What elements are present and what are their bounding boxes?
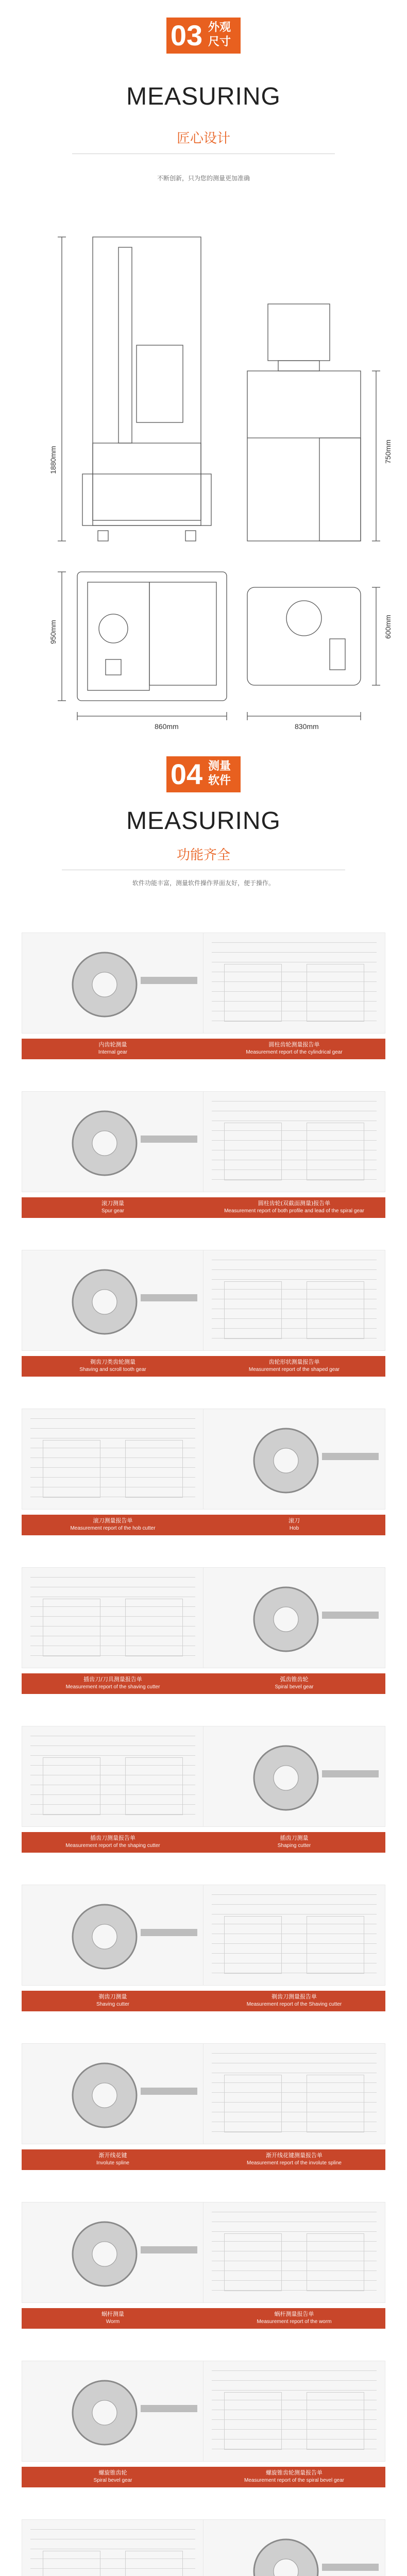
caption-cn: 插齿刀测量报告单 [90, 1835, 135, 1841]
report-chart-box [43, 1599, 100, 1656]
section3-cn-line1: 外观 [208, 21, 231, 34]
gallery-caption [203, 1673, 385, 1694]
report-chart-box [224, 1916, 282, 1974]
report-chart-box [125, 1757, 183, 1815]
caption-cn: 圆柱齿轮测量报告单 [268, 1041, 320, 1048]
caption-cn: 蜗杆测量 [101, 2311, 124, 2317]
report-thumbnail [203, 2043, 385, 2144]
gear-drawing [22, 2361, 204, 2462]
gallery-caption [203, 1832, 385, 1853]
report-chart-box [224, 1281, 282, 1339]
report-chart-box [224, 2233, 282, 2291]
report-line [30, 1745, 195, 1746]
report-line [212, 942, 377, 943]
gallery-caption [22, 1356, 204, 1377]
report-chart-box [125, 1440, 183, 1498]
gallery-caption [203, 2467, 385, 2487]
gallery-caption [22, 1832, 204, 1853]
caption-cn: 弧齿锥齿轮 [280, 1676, 309, 1683]
report-line [212, 1269, 377, 1270]
gallery-caption [203, 1197, 385, 1218]
report-line [212, 1894, 377, 1895]
report-chart-box [43, 1440, 100, 1498]
caption-en: Measurement report of the shaping cutter [65, 1843, 160, 1849]
gear-drawing [22, 1250, 204, 1351]
section4-cn-line1: 测量 [208, 760, 231, 773]
gear-drawing [22, 933, 204, 1033]
caption-en: Shaping cutter [277, 1843, 311, 1849]
report-thumbnail [203, 2202, 385, 2303]
caption-en: Hob [289, 1526, 299, 1531]
report-line [30, 2529, 195, 2530]
caption-cn: 渐开线花键 [98, 2152, 127, 2159]
caption-en: Internal gear [98, 1049, 128, 1055]
dim-height-desk: 750mm [384, 439, 392, 464]
gallery-caption [22, 2467, 204, 2487]
report-chart-box [224, 2392, 282, 2450]
report-line [30, 1755, 195, 1756]
report-chart-box [125, 1599, 183, 1656]
gallery-caption [203, 2308, 385, 2329]
report-line [212, 1904, 377, 1905]
caption-cn: 剃齿刀类齿轮测量 [90, 1359, 135, 1365]
caption-cn: 蜗杆测量报告单 [274, 2311, 314, 2317]
gallery-caption [203, 1039, 385, 1059]
gear-photo [22, 2202, 204, 2303]
gear-photo [22, 2043, 204, 2144]
caption-en: Spur gear [101, 1208, 124, 1214]
caption-en: Measurement report of the involute spline [247, 2160, 342, 2166]
report-thumbnail [22, 1567, 204, 1668]
caption-cn: 圆柱齿轮(双截面测量)报告单 [258, 1200, 331, 1207]
gear-photo [203, 1726, 385, 1827]
caption-cn: 剃齿刀测量 [98, 1993, 127, 2000]
gear-drawing [22, 2044, 204, 2144]
report-chart-box [307, 2233, 364, 2291]
report-line [212, 1279, 377, 1280]
caption-en: Measurement report of the shaving cutter [65, 1684, 160, 1690]
section3-title-cn: 匠心设计 [176, 131, 230, 146]
gallery-caption [22, 1991, 204, 2011]
report-chart-box [43, 2551, 100, 2576]
gear-photo [203, 1409, 385, 1510]
caption-en: Measurement report of both profile and lead of the spiral gear [224, 1208, 364, 1214]
report-line [30, 1428, 195, 1429]
gallery-caption [22, 1039, 204, 1059]
caption-en: Spiral bevel gear [275, 1684, 314, 1690]
section4-title-en: MEASURING [126, 807, 281, 835]
caption-cn: 齿轮形状测量报告单 [268, 1359, 320, 1365]
caption-cn: 滚刀 [289, 1517, 300, 1524]
gear-photo [203, 2519, 385, 2576]
gallery-caption [22, 1515, 204, 1535]
caption-cn: 剃齿刀测量报告单 [272, 1993, 317, 2000]
report-line [212, 952, 377, 953]
report-chart-box [307, 1123, 364, 1180]
caption-en: Measurement report of the spiral bevel gear [244, 2478, 344, 2483]
report-chart-box [125, 2551, 183, 2576]
dimension-drawings [31, 216, 386, 721]
dim-height-total: 1880mm [49, 446, 57, 474]
gear-drawing [22, 2202, 204, 2303]
caption-en: Involute spline [96, 2160, 129, 2166]
dim-width-left: 860mm [155, 722, 179, 731]
gear-photo [22, 1885, 204, 1986]
report-line [30, 1577, 195, 1578]
section4-title-cn: 功能齐全 [176, 848, 230, 863]
gallery-caption [22, 1197, 204, 1218]
caption-cn: 插齿刀测量 [280, 1835, 309, 1841]
report-thumbnail [22, 1409, 204, 1510]
gear-drawing [204, 1568, 385, 1668]
report-chart-box [307, 2075, 364, 2132]
caption-cn: 滚刀测量 [101, 1200, 124, 1207]
report-chart-box [307, 964, 364, 1022]
section3-number: 03 [170, 19, 203, 52]
dim-depth-right: 600mm [384, 615, 392, 639]
section4-description: 软件功能丰富，测量软件操作界面友好，便于操作。 [132, 879, 275, 887]
report-chart-box [307, 1281, 364, 1339]
caption-en: Measurement report of the worm [257, 2319, 332, 2325]
dim-depth-left: 950mm [49, 620, 57, 644]
caption-en: Spiral bevel gear [93, 2478, 132, 2483]
caption-cn: 内齿轮测量 [98, 1041, 127, 1048]
gear-photo [22, 933, 204, 1033]
gallery-caption [22, 2308, 204, 2329]
gallery-caption [22, 2149, 204, 2170]
report-line [30, 1418, 195, 1419]
report-line [212, 2231, 377, 2232]
report-line [212, 2053, 377, 2054]
report-chart-box [224, 964, 282, 1022]
gear-drawing [204, 1726, 385, 1827]
caption-en: Measurement report of the hob cutter [70, 1526, 156, 1531]
gear-drawing [22, 1092, 204, 1192]
gallery-caption [22, 1673, 204, 1694]
report-line [212, 2390, 377, 2391]
caption-en: Shaving cutter [96, 2002, 129, 2007]
section4-number: 04 [170, 758, 203, 790]
report-thumbnail [203, 1091, 385, 1192]
gallery-caption [203, 1515, 385, 1535]
gallery-caption [203, 2149, 385, 2170]
report-thumbnail [22, 2519, 204, 2576]
report-thumbnail [203, 1250, 385, 1351]
report-chart-box [224, 2075, 282, 2132]
gear-photo [22, 1250, 204, 1351]
gear-drawing [204, 1409, 385, 1510]
report-line [212, 2370, 377, 2371]
section4-cn-line2: 软件 [208, 774, 231, 787]
section3-description: 不断创新，只为您的测量更加准确 [157, 175, 250, 182]
report-chart-box [307, 2392, 364, 2450]
gear-photo [203, 1567, 385, 1668]
caption-en: Measurement report of the shaped gear [248, 1367, 340, 1372]
caption-cn: 螺旋锥齿轮测量报告单 [266, 2469, 323, 2476]
caption-en: Shaving and scroll tooth gear [79, 1367, 146, 1372]
caption-cn: 渐开线花键测量报告单 [266, 2152, 323, 2159]
caption-en: Worm [106, 2319, 120, 2325]
gallery-caption [203, 1991, 385, 2011]
gear-photo [22, 2361, 204, 2462]
gallery-caption [203, 1356, 385, 1377]
caption-en: Measurement report of the cylindrical gear [246, 1049, 343, 1055]
report-chart-box [307, 1916, 364, 1974]
gear-photo [22, 1091, 204, 1192]
caption-cn: 滚刀测量报告单 [93, 1517, 133, 1524]
gear-drawing [22, 1885, 204, 1986]
section3-title-en: MEASURING [126, 83, 281, 110]
caption-en: Measurement report of the Shaving cutter [246, 2002, 342, 2007]
report-chart-box [43, 1757, 100, 1815]
report-thumbnail [203, 1885, 385, 1986]
caption-cn: 螺旋锥齿轮 [98, 2469, 127, 2476]
report-thumbnail [203, 2361, 385, 2462]
section3-cn-line2: 尺寸 [208, 36, 231, 48]
report-thumbnail [22, 1726, 204, 1827]
report-chart-box [224, 1123, 282, 1180]
report-thumbnail [203, 933, 385, 1033]
report-line [212, 2380, 377, 2381]
gear-drawing [204, 2520, 385, 2576]
caption-cn: 插齿刀/刀具测量报告单 [83, 1676, 142, 1683]
dim-width-right: 830mm [295, 722, 319, 731]
